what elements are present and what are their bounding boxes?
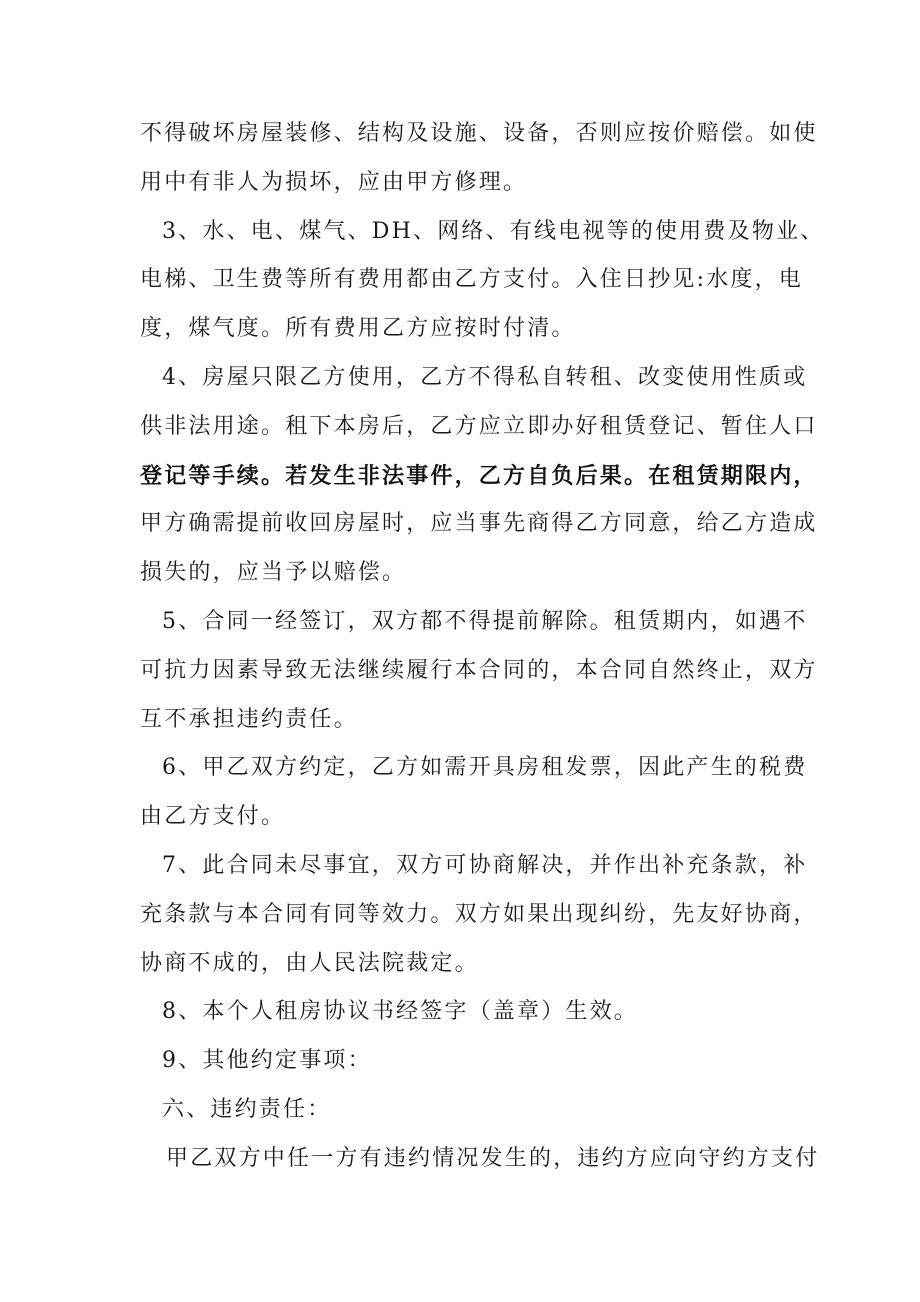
clause-3: 3、水、电、煤气、DH、网络、有线电视等的使用费及物业、 bbox=[162, 218, 825, 244]
text-line: 可抗力因素导致无法继续履行本合同的，本合同自然终止，双方 bbox=[140, 657, 818, 683]
text-line: 甲乙双方中任一方有违约情况发生的，违约方应向守约方支付 bbox=[166, 1145, 820, 1171]
clause-8: 8、本个人租房协议书经签字（盖章）生效。 bbox=[162, 999, 638, 1025]
text-line: 不得破坏房屋装修、结构及设施、设备，否则应按价赔偿。如使 bbox=[140, 121, 818, 146]
text-line: 充条款与本合同有同等效力。双方如果出现纠纷，先友好协商， bbox=[140, 901, 818, 927]
text-line: 登记等手续。若发生非法事件，乙方自负后果。在租赁期限内， bbox=[140, 462, 818, 489]
text-line: 甲方确需提前收回房屋时，应当事先商得乙方同意，给乙方造成 bbox=[140, 511, 818, 537]
clause-5: 5、合同一经签订，双方都不得提前解除。租赁期内，如遇不 bbox=[162, 608, 808, 634]
text-line: 由乙方支付。 bbox=[140, 804, 286, 830]
text-line: 协商不成的，由人民法院裁定。 bbox=[140, 950, 479, 976]
text-line: 电梯、卫生费等所有费用都由乙方支付。入住日抄见:水度，电 bbox=[140, 267, 804, 293]
text-line: 互不承担违约责任。 bbox=[140, 706, 358, 732]
section-heading: 六、违约责任： bbox=[162, 1096, 332, 1122]
text-line: 供非法用途。租下本房后，乙方应立即办好租赁登记、暂住人口 bbox=[140, 413, 818, 439]
document-body bbox=[140, 110, 825, 1184]
text-line: 用中有非人为损坏，应由甲方修理。 bbox=[140, 169, 528, 195]
clause-9: 9、其他约定事项： bbox=[162, 1048, 372, 1074]
text-line: 损失的，应当予以赔偿。 bbox=[140, 560, 407, 586]
clause-7: 7、此合同未尽事宜，双方可协商解决，并作出补充条款，补 bbox=[162, 852, 808, 878]
text-line: 度，煤气度。所有费用乙方应按时付清。 bbox=[140, 316, 576, 342]
clause-6: 6、甲乙双方约定，乙方如需开具房租发票，因此产生的税费 bbox=[162, 755, 808, 781]
clause-4: 4、房屋只限乙方使用，乙方不得私自转租、改变使用性质或 bbox=[162, 364, 808, 390]
